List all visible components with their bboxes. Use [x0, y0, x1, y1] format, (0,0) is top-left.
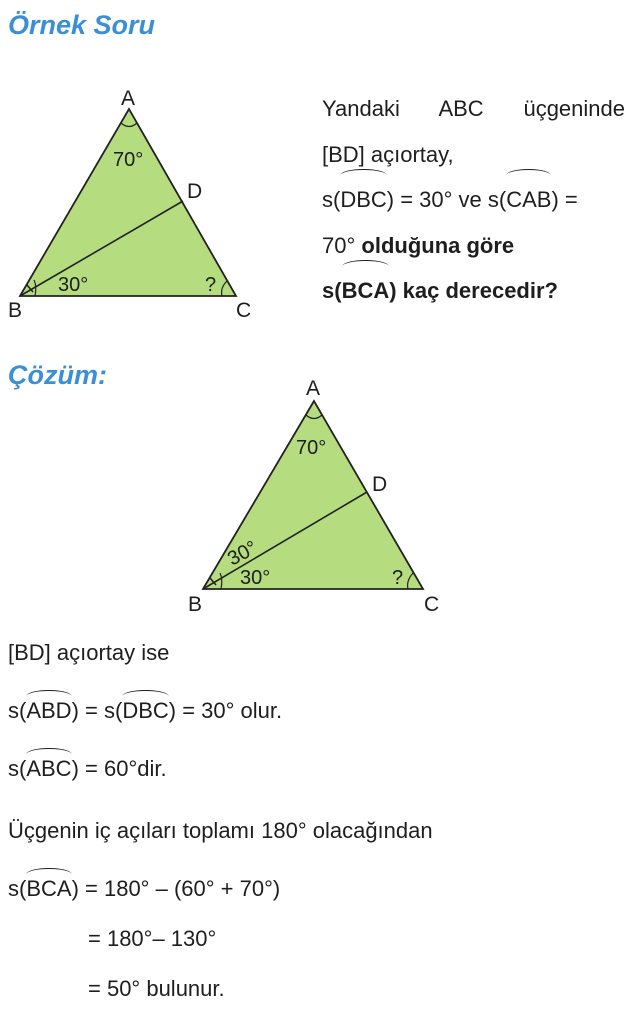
arc-notation-dbc-solution: DBC — [122, 698, 169, 723]
angle-label-a-solution: 70° — [296, 437, 327, 459]
arc-notation-dbc: DBC — [340, 177, 386, 223]
vertex-label-a-solution: A — [306, 377, 321, 400]
solution-line-7: = 50° bulunur. — [88, 976, 225, 1001]
solution-heading: Çözüm: — [8, 360, 107, 390]
angle-label-c: ? — [205, 274, 217, 296]
vertex-label-d: D — [187, 180, 203, 203]
angle-label-abd-solution: 30° — [224, 536, 262, 571]
arc-notation-bca: BCA — [342, 268, 390, 314]
solution-line-6: = 180°– 130° — [88, 926, 217, 951]
question-line-4: 70° olduğuna göre — [322, 232, 515, 258]
solution-line-4: Üçgenin iç açıları toplamı 180° olacağından — [8, 818, 433, 843]
question-line-5: s(BCA) kaç derecedir? — [322, 268, 632, 314]
vertex-label-c-solution: C — [424, 593, 440, 616]
arc-notation-abc: ABC — [26, 756, 72, 781]
question-text — [322, 86, 632, 314]
vertex-label-d-solution: D — [372, 473, 388, 496]
solution-line-5: s(BCA) = 180° – (60° + 70°) — [8, 876, 281, 901]
vertex-label-a: A — [121, 87, 136, 110]
angle-label-a: 70° — [113, 149, 144, 171]
triangle-abc — [20, 109, 236, 296]
vertex-label-b-solution: B — [188, 593, 203, 616]
solution-line-1: [BD] açıortay ise — [8, 640, 170, 665]
angle-label-dbc-solution: 30° — [240, 567, 271, 589]
question-line-2: [BD] açıortay, — [322, 141, 454, 167]
arc-notation-cab: CAB — [506, 177, 551, 223]
triangle-figure-question — [0, 80, 300, 330]
angle-label-dbc: 30° — [58, 274, 89, 296]
arc-notation-abd: ABD — [26, 698, 72, 723]
example-heading: Örnek Soru — [8, 10, 156, 40]
vertex-label-b: B — [8, 299, 23, 322]
question-line-1: Yandaki ABC üçgeninde — [322, 96, 625, 121]
angle-label-c-solution: ? — [392, 567, 404, 589]
arc-notation-bca-solution: BCA — [26, 876, 72, 901]
triangle-figure-solution — [0, 370, 460, 620]
vertex-label-c: C — [236, 299, 252, 322]
solution-line-3: s(ABC) = 60°dir. — [8, 756, 167, 781]
question-line-3: s(DBC) = 30° ve s(CAB) = — [322, 177, 632, 223]
solution-line-2: s(ABD) = s(DBC) = 30° olur. — [8, 698, 283, 723]
